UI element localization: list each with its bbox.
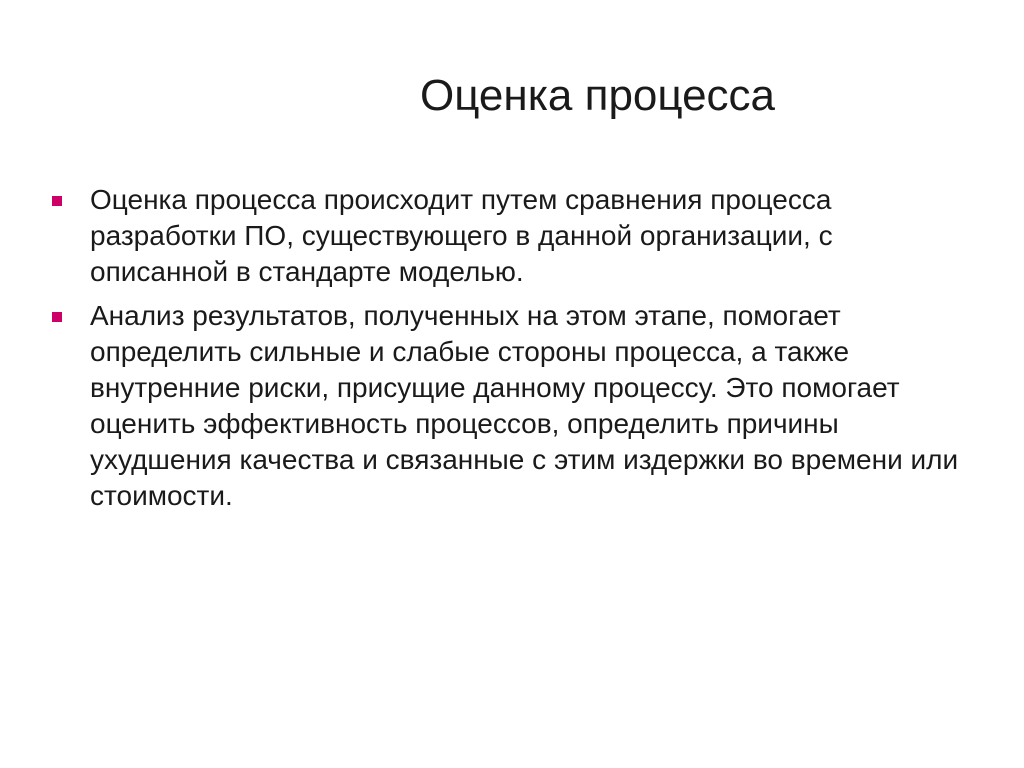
bullet-list [46, 182, 966, 522]
bullet-item [46, 298, 966, 514]
square-bullet-icon [52, 196, 62, 206]
slide-title: Оценка процесса [420, 71, 776, 120]
bullet-text: Анализ результатов, полученных на этом этапе, помогает определить сильные и слабые стороны процесса, а также внутренние риски, присущие данному процессу. Это помогает оценить эффективность процессов, определить причины ухудшения качества и связанные с этим издержки во времени или стоимости. [90, 300, 959, 511]
bullet-item [46, 182, 966, 290]
bullet-text: Оценка процесса происходит путем сравнения процесса разработки ПО, существующего в данной организации, с описанной в стандарте моделью. [90, 184, 833, 287]
square-bullet-icon [52, 312, 62, 322]
